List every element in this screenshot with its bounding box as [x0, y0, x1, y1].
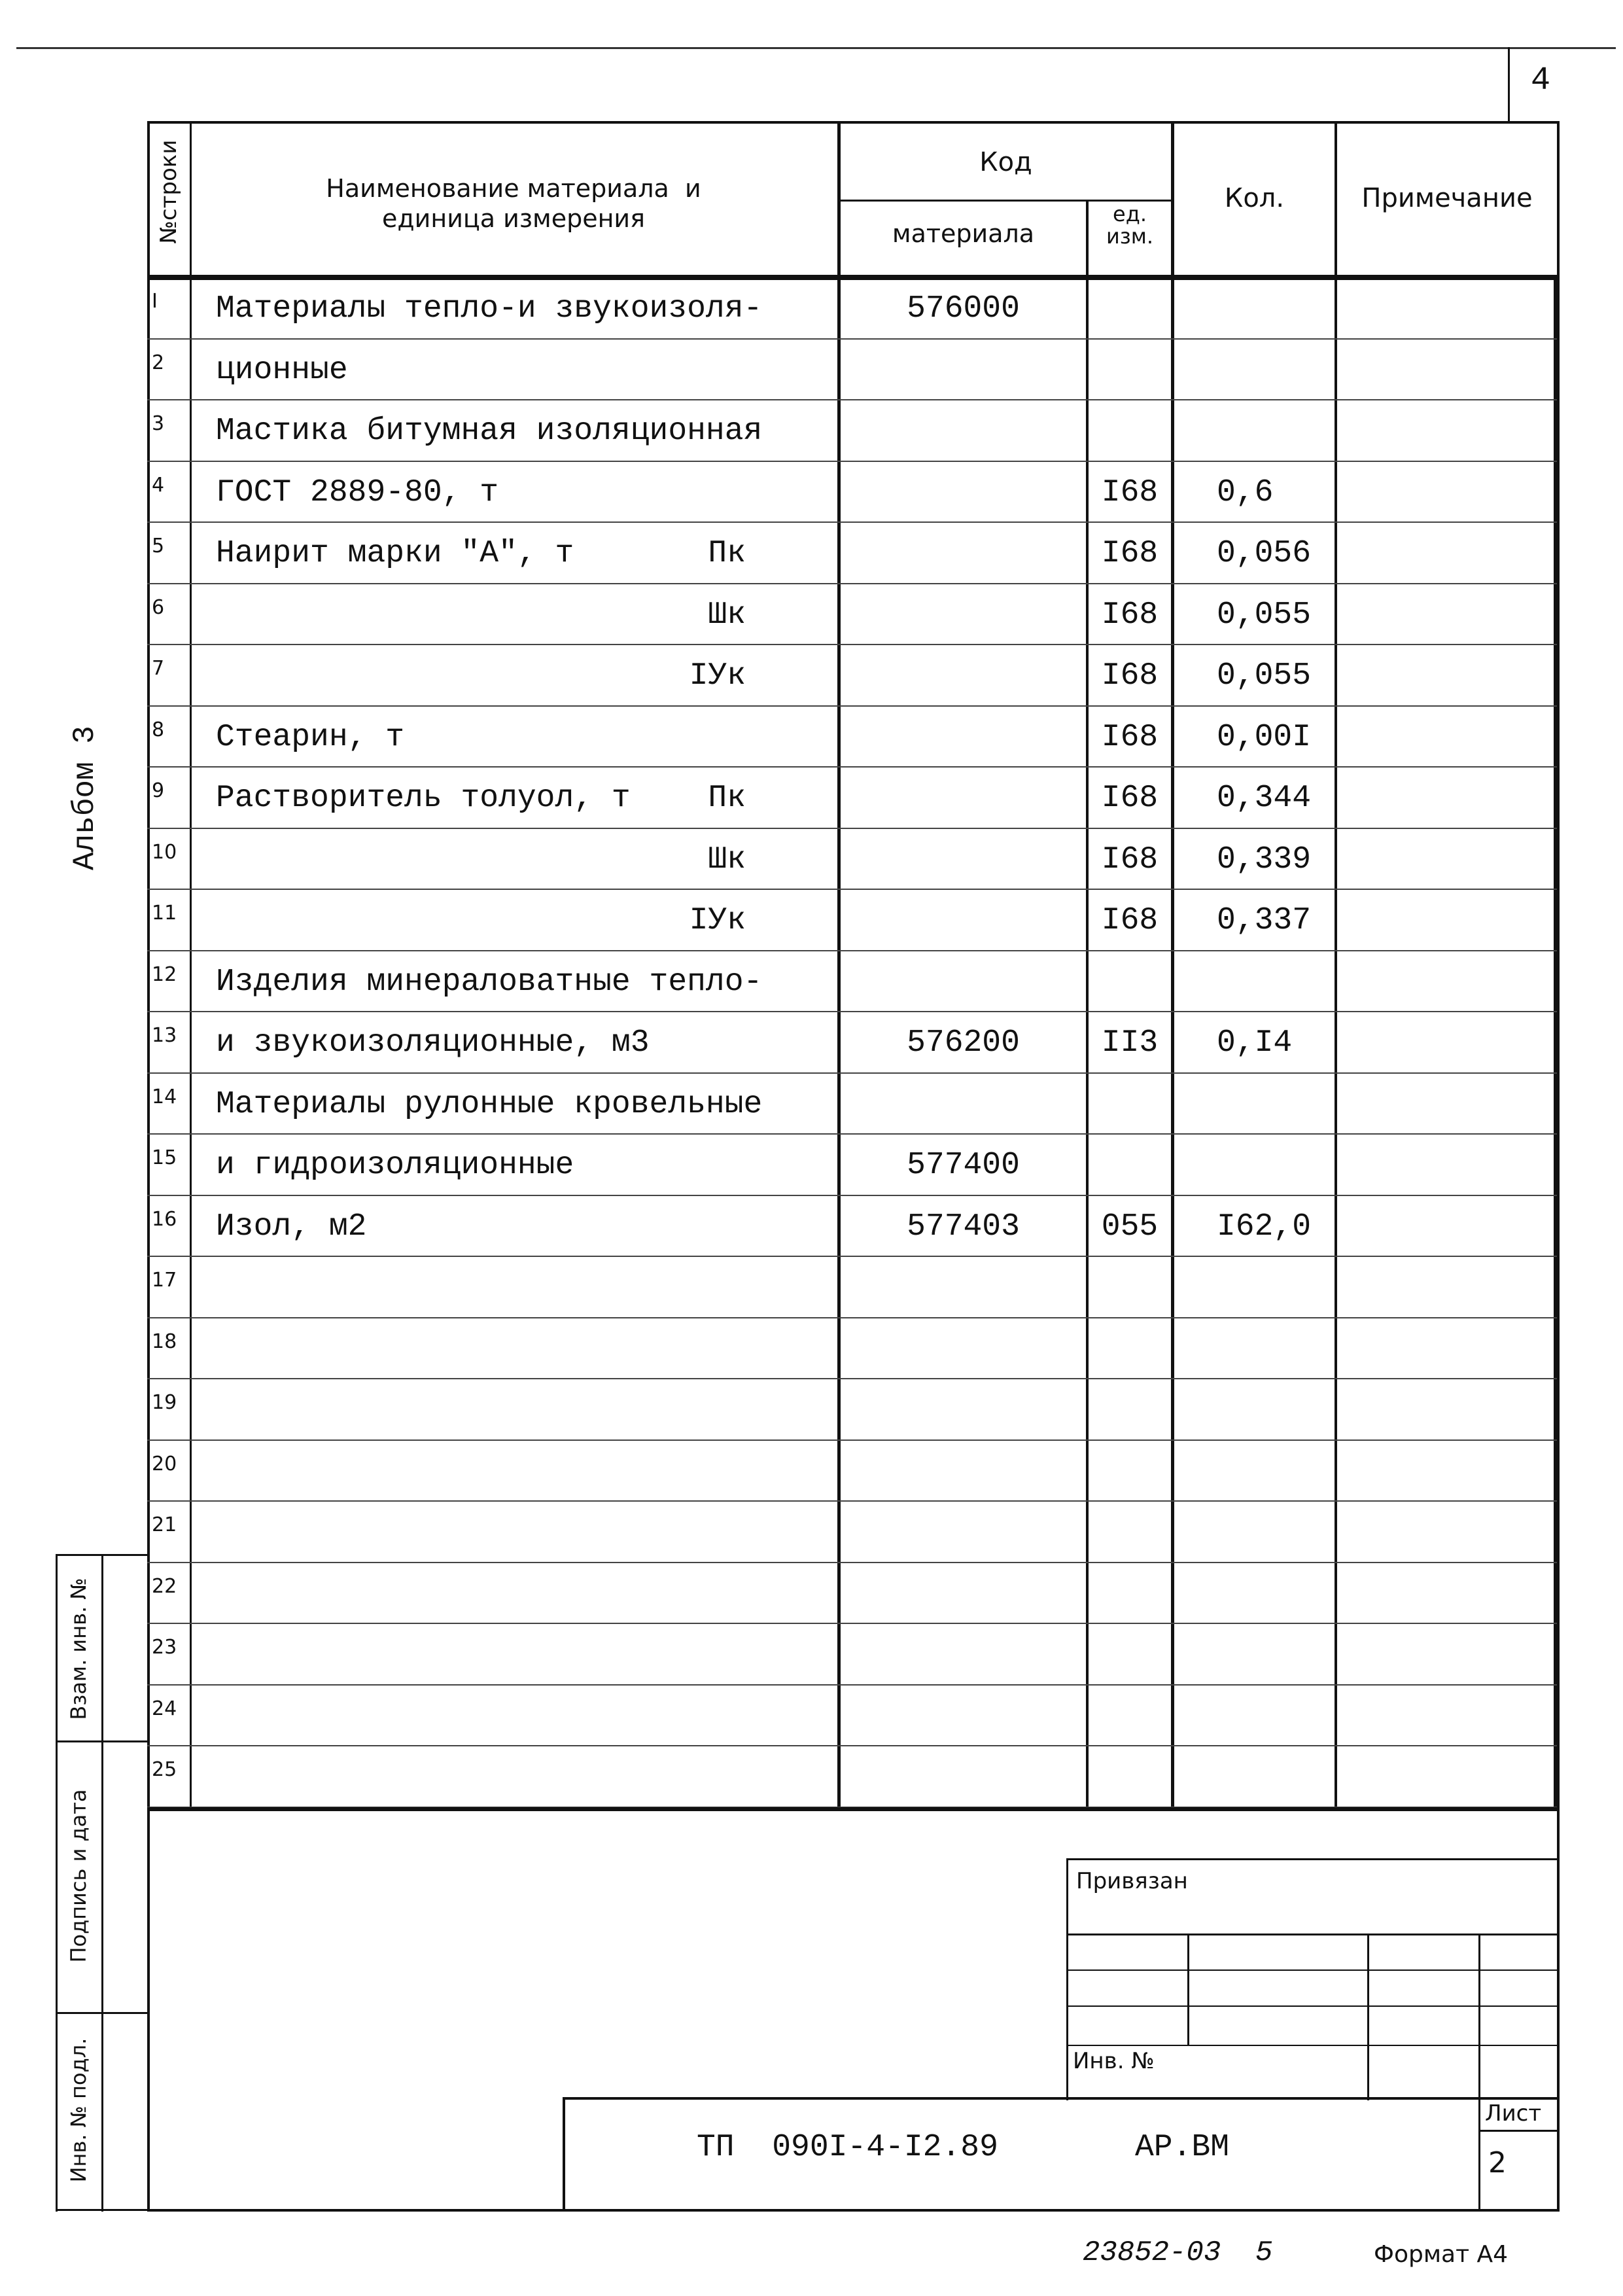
row-name: Изделия минераловатные тепло-	[216, 964, 763, 1000]
row-number: 18	[152, 1330, 177, 1353]
table-row	[0, 645, 1623, 707]
row-number: 22	[152, 1574, 177, 1598]
row-name: Материалы тепло-и звукоизоля-	[216, 291, 763, 327]
tb-left	[1066, 1858, 1068, 2100]
table-row	[0, 278, 1623, 340]
row-qty: 0,6	[1217, 474, 1274, 510]
row-name: Наирит марки "А", т	[216, 536, 574, 571]
table-row	[0, 584, 1623, 646]
privyazan-label: Привязан	[1076, 1868, 1188, 1894]
tb-col-3	[1478, 1934, 1480, 2212]
page-number-divider	[1508, 47, 1510, 122]
row-unit: I68	[1101, 841, 1159, 877]
table-row	[0, 1502, 1623, 1563]
row-unit: I68	[1101, 658, 1159, 694]
table-row	[0, 890, 1623, 951]
row-unit: I68	[1101, 903, 1159, 938]
podpis-label: Подпись и дата	[66, 1789, 91, 1963]
frame-top	[147, 121, 1560, 124]
table-row	[0, 1318, 1623, 1380]
table-row	[0, 1746, 1623, 1808]
row-number: 10	[152, 840, 177, 864]
row-unit: I68	[1101, 781, 1159, 816]
table-bottom	[147, 1807, 1560, 1811]
inv-podl-label: Инв. № подл.	[66, 2038, 91, 2183]
format-label: Формат А4	[1374, 2241, 1509, 2268]
row-number: 14	[152, 1085, 177, 1108]
tb-row-2	[1066, 1969, 1560, 1971]
row-qty: 0,055	[1217, 658, 1312, 694]
tb-main-top	[563, 2097, 1560, 2100]
tb-privyazan-top	[1066, 1858, 1560, 1860]
row-unit: I68	[1101, 474, 1159, 510]
top-rule	[16, 47, 1616, 49]
tb-col-2	[1367, 1934, 1369, 2100]
row-number: 21	[152, 1513, 177, 1536]
table-row	[0, 1686, 1623, 1747]
row-number: I	[152, 290, 158, 313]
tb-row-4	[1066, 2045, 1560, 2046]
row-number: 11	[152, 902, 177, 925]
row-number: 16	[152, 1207, 177, 1231]
row-name: Материалы рулонные кровельные	[216, 1086, 763, 1122]
row-code: 577403	[907, 1209, 1020, 1245]
sheet-number: 2	[1488, 2146, 1507, 2180]
row-suffix: IУк	[689, 658, 746, 694]
row-number: 9	[152, 779, 165, 802]
table-row	[0, 1257, 1623, 1318]
tb-col-1	[1187, 1934, 1189, 2045]
row-name: и звукоизоляционные, м3	[216, 1025, 650, 1061]
table-row	[0, 1074, 1623, 1135]
row-qty: 0,344	[1217, 781, 1312, 816]
table-row	[0, 523, 1623, 584]
table-row	[0, 1012, 1623, 1074]
row-suffix: Пк	[708, 536, 746, 571]
frame-bottom	[147, 2209, 1560, 2212]
tb-main-left	[563, 2097, 565, 2212]
tb-row-1	[1066, 1934, 1560, 1935]
header-note: Примечание	[1361, 183, 1533, 213]
row-number: 6	[152, 595, 165, 619]
side-stamp-split-1	[56, 1740, 148, 1742]
header-code: Код	[979, 147, 1032, 177]
row-number: 7	[152, 657, 165, 680]
row-qty: 0,00I	[1217, 719, 1312, 755]
row-name: ционные	[216, 352, 348, 388]
row-number: 12	[152, 963, 177, 986]
row-unit: I68	[1101, 719, 1159, 755]
handwritten-number: 23852-03 5	[1083, 2236, 1273, 2269]
row-number: 8	[152, 718, 165, 741]
row-number: 24	[152, 1697, 177, 1720]
header-qty: Кол.	[1224, 183, 1285, 213]
row-code: 576000	[907, 291, 1020, 327]
doc-code: ТП 090I-4-I2.89	[697, 2130, 998, 2165]
row-qty: 0,055	[1217, 597, 1312, 633]
table-row	[0, 951, 1623, 1013]
row-unit: I68	[1101, 536, 1159, 571]
row-name: Растворитель толуол, т	[216, 781, 631, 816]
row-suffix: Шк	[708, 597, 746, 633]
table-row	[0, 1441, 1623, 1502]
row-number: 4	[152, 473, 165, 497]
table-row	[0, 1379, 1623, 1441]
header-row-no: №строки	[156, 139, 182, 244]
table-row	[0, 400, 1623, 462]
row-number: 23	[152, 1636, 177, 1659]
tb-row-3	[1066, 2005, 1560, 2007]
row-name: ГОСТ 2889-80, т	[216, 474, 499, 510]
row-suffix: IУк	[689, 903, 746, 938]
row-qty: I62,0	[1217, 1209, 1312, 1245]
table-row	[0, 1624, 1623, 1686]
row-name: Мастика битумная изоляционная	[216, 414, 763, 449]
table-row	[0, 829, 1623, 891]
row-code: 576200	[907, 1025, 1020, 1061]
row-name: Стеарин, т	[216, 719, 405, 755]
header-code-material: материала	[892, 219, 1035, 248]
doc-suffix: АР.ВМ	[1135, 2130, 1230, 2165]
row-number: 19	[152, 1391, 177, 1414]
side-stamp-top	[56, 1554, 148, 1556]
album-label: Альбом 3	[68, 726, 102, 870]
table-row	[0, 1563, 1623, 1625]
row-qty: 0,056	[1217, 536, 1312, 571]
header-code-unit: ед. изм.	[1106, 202, 1154, 249]
row-number: 20	[152, 1452, 177, 1475]
vzam-label: Взам. инв. №	[66, 1578, 91, 1720]
table-row	[0, 1135, 1623, 1196]
side-stamp-bottom	[56, 2209, 148, 2211]
row-code: 577400	[907, 1148, 1020, 1183]
row-suffix: Шк	[708, 841, 746, 877]
side-stamp-left	[56, 1554, 58, 2212]
table-row	[0, 340, 1623, 401]
page-number: 4	[1531, 62, 1551, 99]
row-name: Изол, м2	[216, 1209, 367, 1245]
row-unit: 055	[1101, 1209, 1159, 1245]
row-number: 13	[152, 1024, 177, 1047]
side-stamp-inner	[101, 1554, 103, 2212]
row-name: и гидроизоляционные	[216, 1148, 574, 1183]
table-row	[0, 1196, 1623, 1258]
row-unit: I68	[1101, 597, 1159, 633]
row-qty: 0,339	[1217, 841, 1312, 877]
row-unit: II3	[1101, 1025, 1159, 1061]
row-number: 25	[152, 1758, 177, 1781]
row-number: 15	[152, 1146, 177, 1169]
table-row	[0, 707, 1623, 768]
row-number: 3	[152, 412, 165, 435]
row-number: 2	[152, 351, 165, 374]
row-qty: 0,I4	[1217, 1025, 1293, 1061]
tb-sheet-split	[1478, 2130, 1560, 2132]
header-name: Наименование материала и единица измерения	[326, 174, 701, 233]
table-row	[0, 768, 1623, 829]
sheet-label: Лист	[1485, 2100, 1542, 2127]
row-suffix: Пк	[708, 781, 746, 816]
inv-no-label: Инв. №	[1073, 2048, 1155, 2074]
table-row	[0, 462, 1623, 523]
row-number: 17	[152, 1269, 177, 1292]
row-qty: 0,337	[1217, 903, 1312, 938]
row-number: 5	[152, 535, 165, 557]
